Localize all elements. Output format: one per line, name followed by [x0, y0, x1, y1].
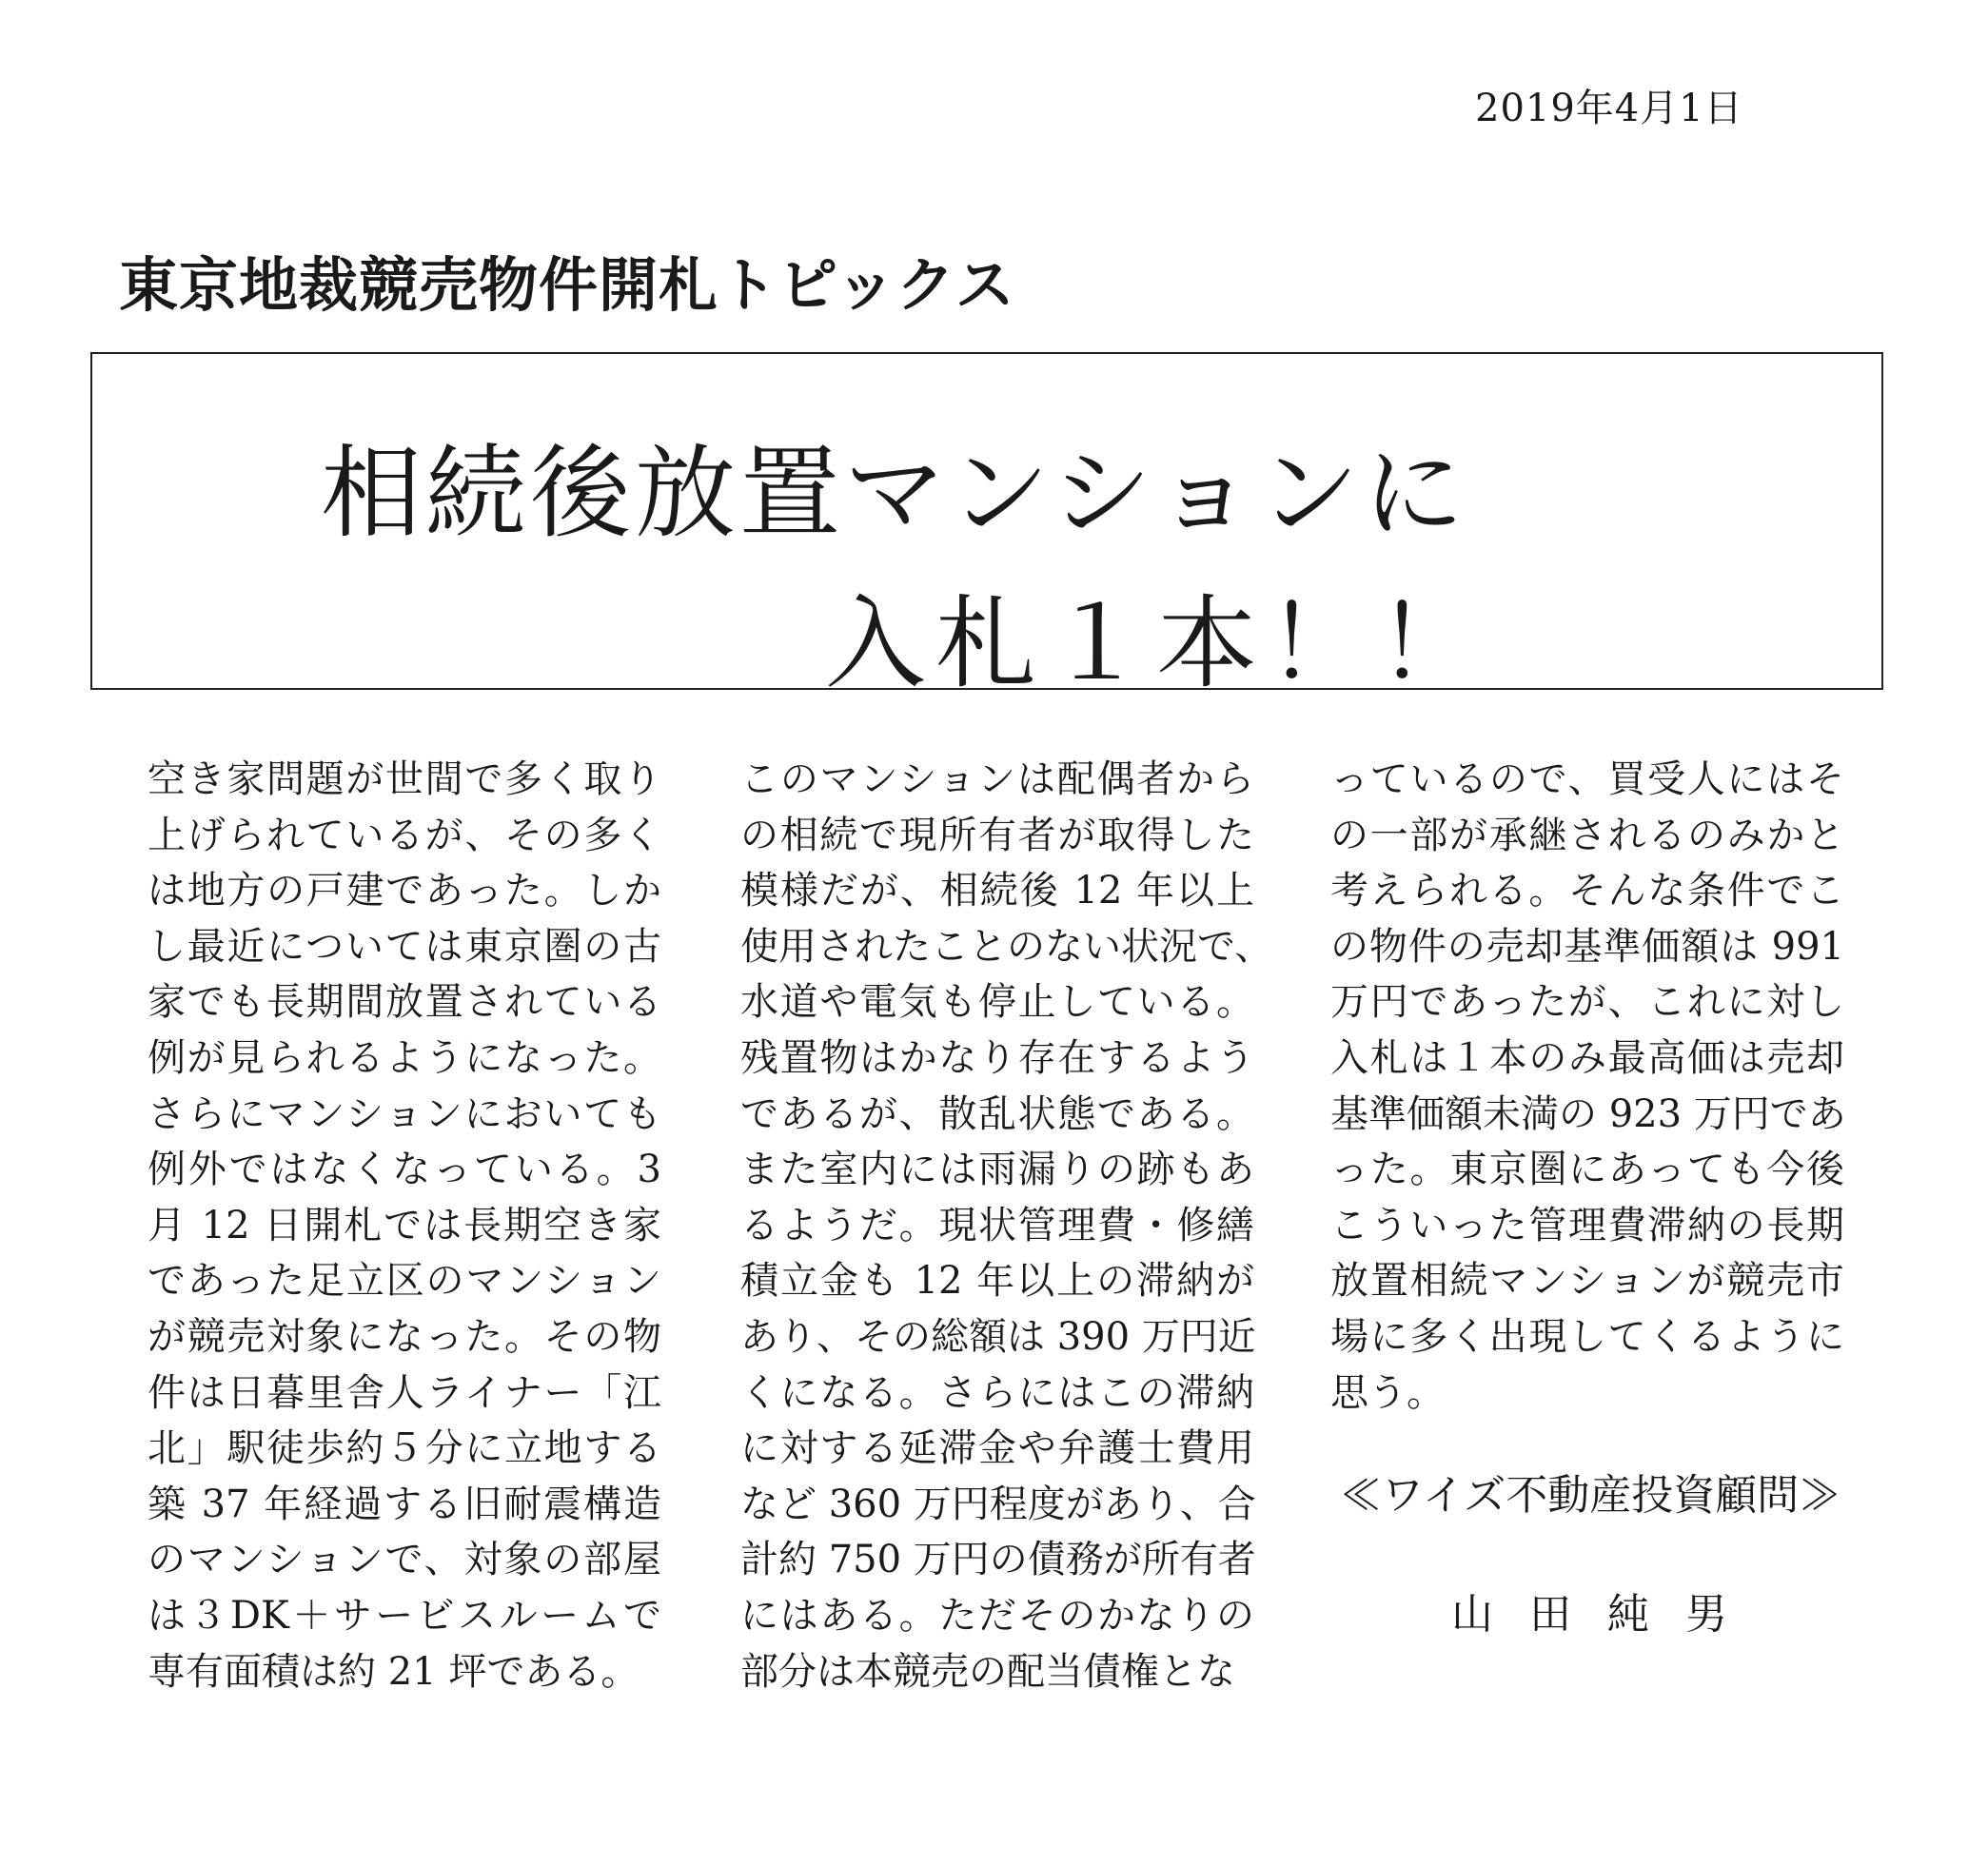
headline-box [90, 352, 1883, 702]
column-line: にはある。ただそのかなりの [740, 1593, 1254, 1638]
column-line: こういった管理費滞納の長期 [1330, 1203, 1844, 1247]
headline-line-2: 入札１本！！ [825, 585, 1487, 702]
column-line: った。東京圏にあっても今後 [1330, 1148, 1844, 1192]
column-line: 専有面積は約 21 坪である。 [148, 1649, 640, 1694]
author-name: 山田純男 [1451, 1590, 1763, 1639]
column-line: し最近については東京圏の古 [148, 924, 661, 969]
column-line: 積立金も 12 年以上の滞納が [740, 1259, 1254, 1304]
column-line: るようだ。現状管理費・修繕 [740, 1203, 1254, 1247]
column-line: 家でも長期間放置されている [148, 980, 661, 1025]
column-line: さらにマンションにおいても [148, 1091, 661, 1136]
article-column-2 [740, 752, 1273, 1699]
column-line: くになる。さらにはこの滞納 [740, 1370, 1254, 1415]
column-line: 思う。 [1330, 1370, 1445, 1415]
column-line: また室内には雨漏りの跡もあ [740, 1148, 1254, 1192]
author-firm: ≪ワイズ不動産投資顧問≫ [1340, 1471, 1841, 1520]
column-line: 月 12 日開札では長期空き家 [148, 1203, 661, 1247]
column-line: のマンションで、対象の部屋 [148, 1538, 661, 1582]
article-date: 2019年4月1日 [1475, 87, 1743, 130]
headline-line-1: 相続後放置マンションに [321, 435, 1468, 552]
column-line: の物件の売却基準価額は 991 [1330, 924, 1844, 969]
column-line: など 360 万円程度があり、合 [740, 1482, 1256, 1526]
column-line: 計約 750 万円の債務が所有者 [740, 1538, 1256, 1582]
column-line: に対する延滞金や弁護士費用 [740, 1426, 1254, 1471]
column-line: 北」駅徒歩約５分に立地する [148, 1426, 661, 1471]
column-line: 考えられる。そんな条件でこ [1330, 869, 1844, 913]
column-line: っているので、買受人にはそ [1330, 757, 1844, 801]
column-line: であった足立区のマンション [148, 1259, 661, 1304]
column-line: の一部が承継されるのみかと [1330, 813, 1844, 857]
column-line: 基準価額未満の 923 万円であ [1330, 1091, 1846, 1136]
column-line: 万円であったが、これに対し [1330, 980, 1844, 1025]
column-line: 部分は本競売の配当債権とな [740, 1649, 1235, 1694]
column-line: 件は日暮里舎人ライナー「江 [148, 1370, 661, 1415]
column-line: 上げられているが、その多く [148, 813, 661, 857]
column-line: 例が見られるようになった。 [148, 1035, 661, 1080]
column-line: 築 37 年経過する旧耐震構造 [148, 1482, 661, 1526]
article-column-3 [1330, 752, 1844, 1421]
column-line: 空き家問題が世間で多く取り [148, 757, 661, 801]
column-line: であるが、散乱状態である。 [740, 1091, 1254, 1136]
column-line: 例外ではなくなっている。3 [148, 1148, 661, 1192]
section-title: 東京地裁競売物件開札トピックス [119, 250, 1015, 320]
column-line: は３DK＋サービスルームで [148, 1593, 661, 1638]
column-line: 水道や電気も停止している。 [740, 980, 1254, 1025]
column-line: 放置相続マンションが競売市 [1330, 1259, 1844, 1304]
column-line: 使用されたことのない状況で、 [740, 924, 1273, 969]
article-column-1 [148, 752, 661, 1699]
column-line: あり、その総額は 390 万円近 [740, 1314, 1256, 1359]
column-line: が競売対象になった。その物 [148, 1314, 661, 1359]
column-line: 入札は１本のみ最高価は売却 [1330, 1035, 1844, 1080]
column-line: の相続で現所有者が取得した [740, 813, 1254, 857]
column-line: 残置物はかなり存在するよう [740, 1035, 1254, 1080]
column-line: 模様だが、相続後 12 年以上 [740, 869, 1254, 913]
column-line: 場に多く出現してくるように [1330, 1314, 1844, 1359]
column-line: は地方の戸建であった。しか [148, 869, 661, 913]
column-line: このマンションは配偶者から [740, 757, 1254, 801]
